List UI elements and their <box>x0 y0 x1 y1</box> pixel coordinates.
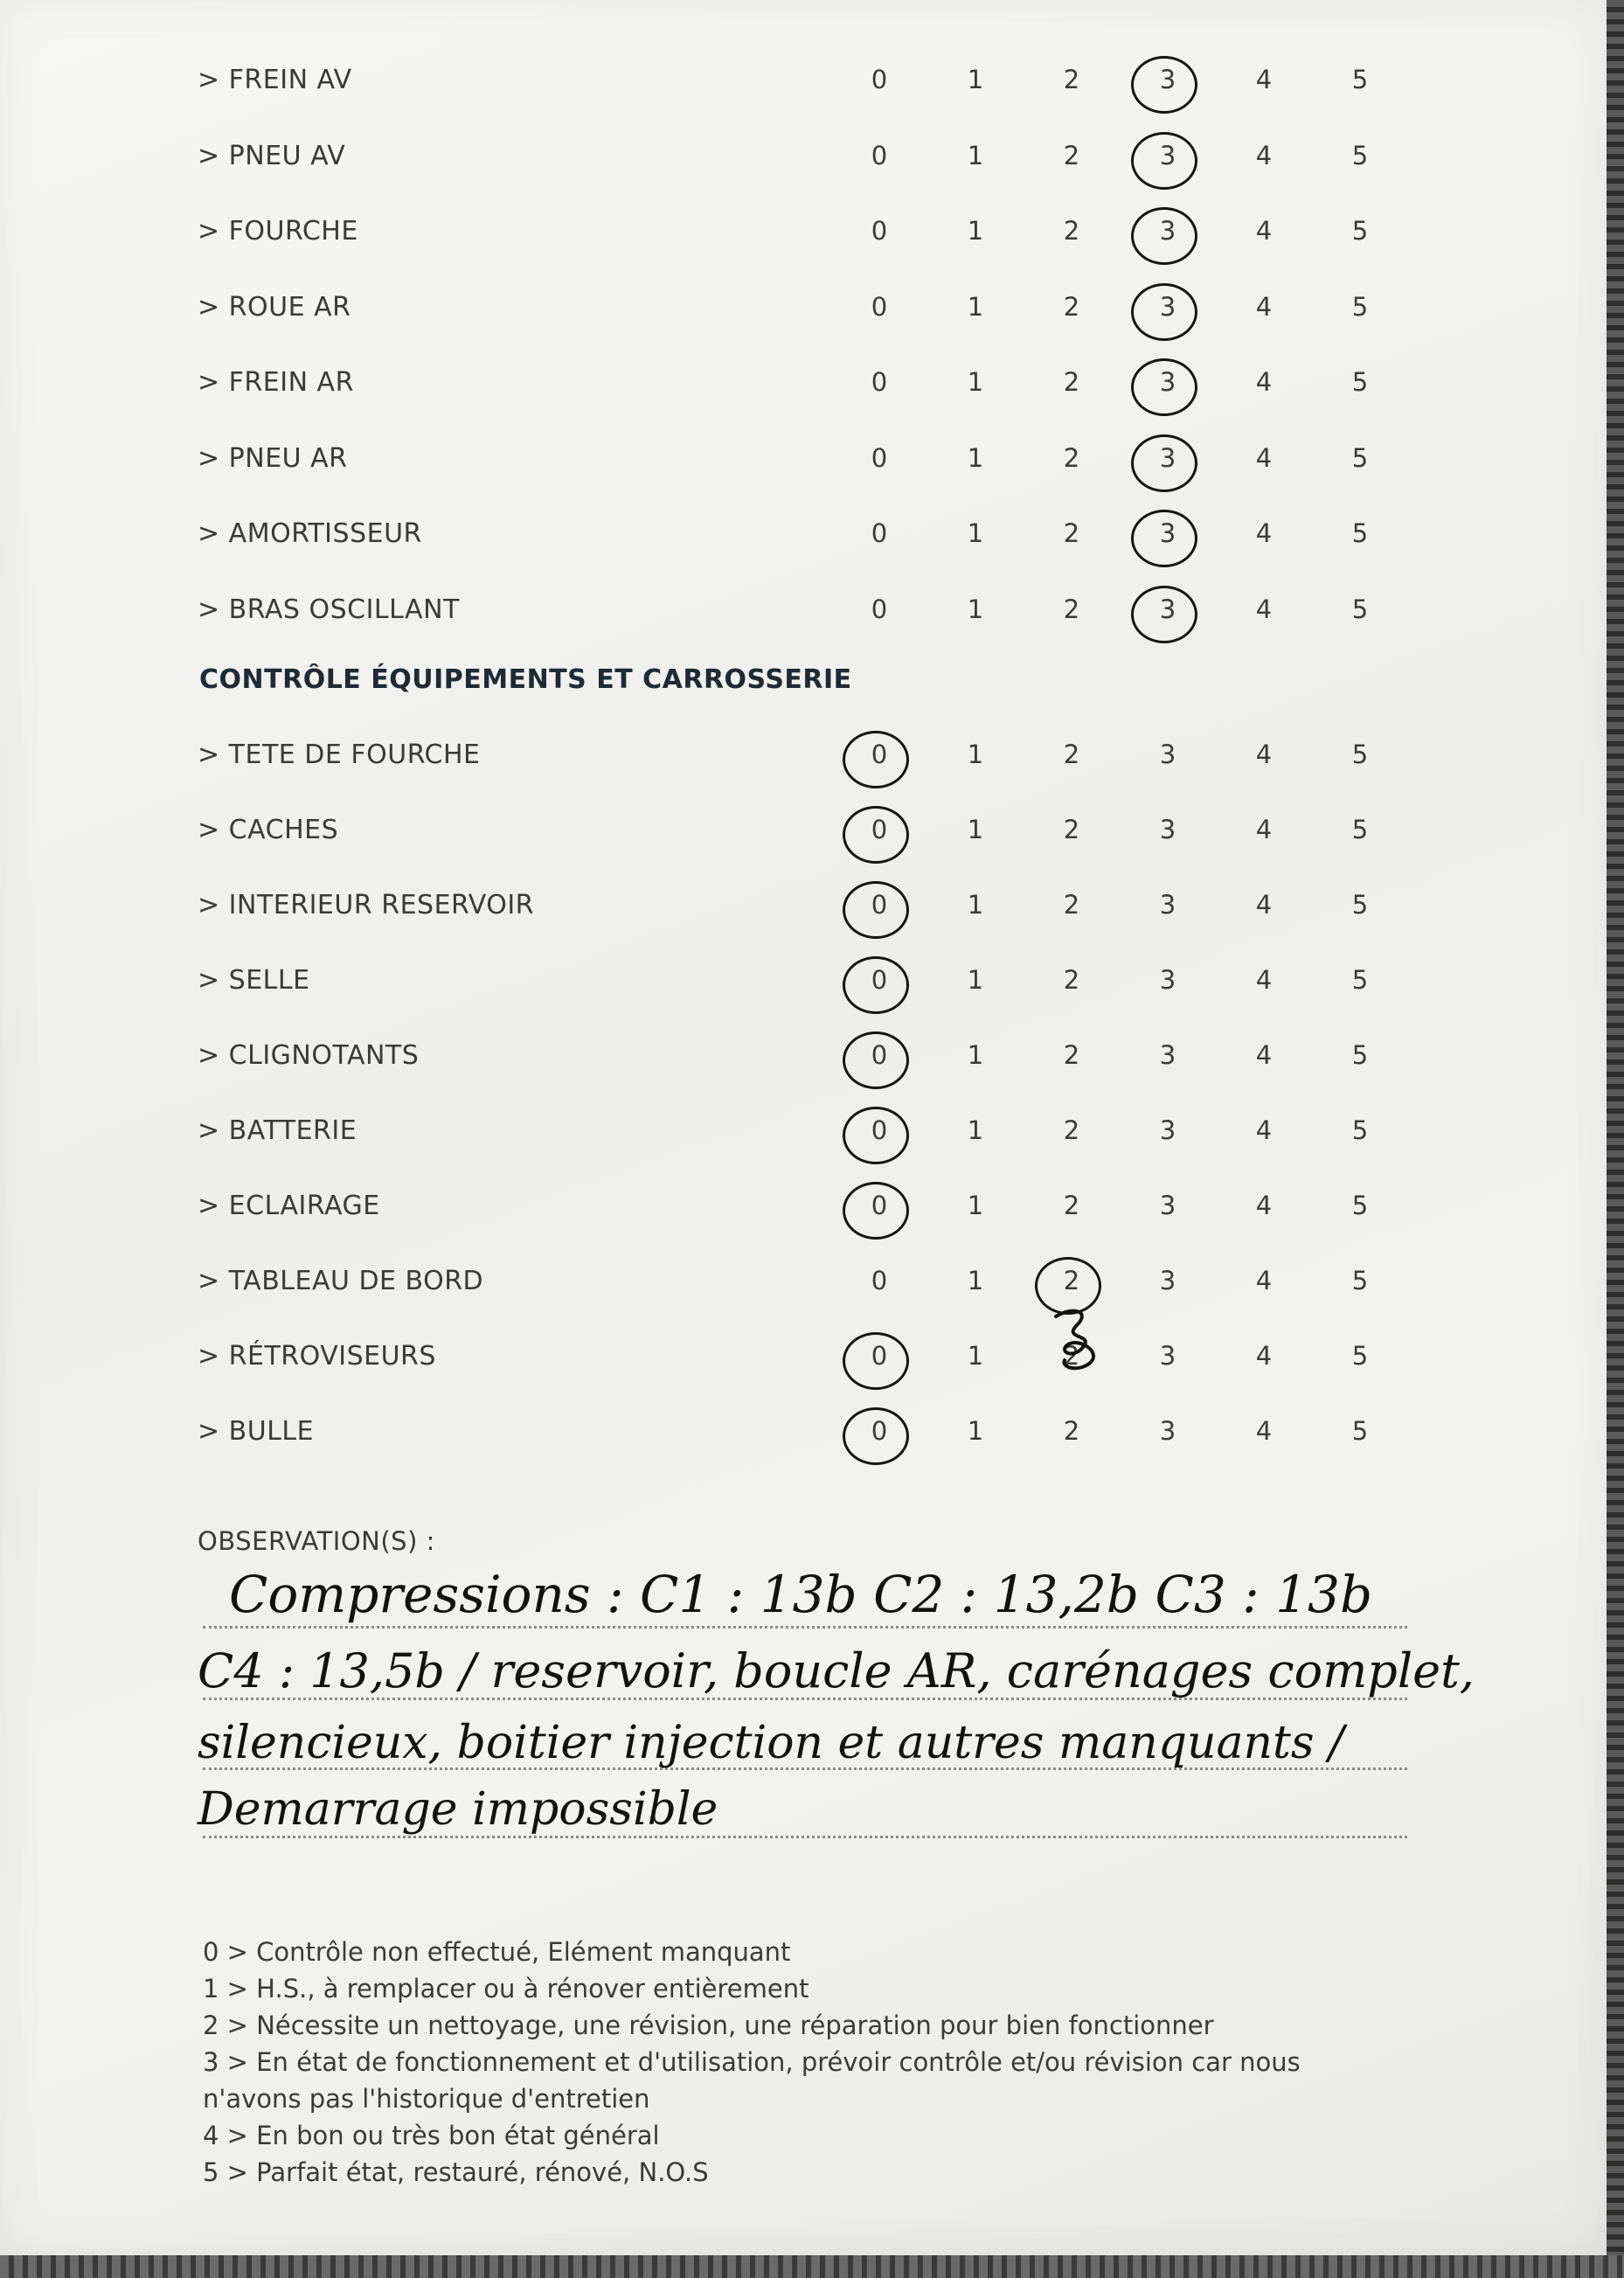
score-value: 1 <box>967 1341 984 1371</box>
section-title: CONTRÔLE ÉQUIPEMENTS ET CARROSSERIE <box>199 664 852 695</box>
score-option[interactable] <box>1054 965 1089 995</box>
score-option[interactable] <box>958 65 993 94</box>
legend-item: 0 > Contrôle non effectué, Elément manquant <box>203 1937 791 1967</box>
score-option[interactable] <box>1150 443 1185 473</box>
score-value: 2 <box>1063 1115 1080 1145</box>
score-value: 3 <box>1159 442 1176 473</box>
checklist-row <box>0 731 1607 783</box>
score-option[interactable] <box>1343 890 1378 920</box>
binder-rail <box>1607 0 1624 2278</box>
score-option[interactable] <box>1246 890 1281 920</box>
score-option[interactable] <box>1246 65 1281 94</box>
score-option[interactable] <box>1246 292 1281 322</box>
score-value: 0 <box>871 1266 888 1295</box>
handwritten-circle-icon <box>843 1107 909 1164</box>
score-value: 5 <box>1351 740 1369 769</box>
handwritten-circle-icon <box>1131 207 1197 265</box>
checklist-item-label: > BATTERIE <box>198 1115 357 1146</box>
score-value: 2 <box>1063 291 1080 322</box>
legend-item: 3 > En état de fonctionnement et d'utilisation, prévoir contrôle et/ou révision car nous <box>203 2047 1301 2077</box>
score-value: 0 <box>871 1040 888 1070</box>
score-option[interactable] <box>862 965 897 995</box>
handwritten-circle-icon <box>843 1182 909 1240</box>
handwritten-circle-icon <box>1131 56 1197 114</box>
score-value: 1 <box>967 140 984 170</box>
score-option[interactable] <box>958 1191 993 1220</box>
score-option[interactable] <box>1150 1040 1185 1070</box>
score-value: 4 <box>1255 291 1273 322</box>
score-value: 3 <box>1159 594 1176 624</box>
score-value: 5 <box>1351 442 1369 473</box>
score-value: 4 <box>1255 140 1273 170</box>
score-option[interactable] <box>1343 443 1378 473</box>
score-option[interactable] <box>862 594 897 624</box>
legend-item: 5 > Parfait état, restauré, rénové, N.O.S <box>203 2157 709 2187</box>
score-option[interactable] <box>1246 815 1281 844</box>
checklist-row <box>0 1107 1607 1159</box>
checklist-item-label: > FREIN AR <box>198 367 354 398</box>
score-option[interactable] <box>1246 1266 1281 1295</box>
score-value: 3 <box>1159 1115 1176 1145</box>
score-option[interactable] <box>1246 740 1281 769</box>
score-value: 5 <box>1351 815 1369 844</box>
legend-item: 1 > H.S., à remplacer ou à rénover entièrement <box>203 1974 809 2004</box>
score-value: 2 <box>1063 1341 1080 1371</box>
score-option[interactable] <box>1054 292 1089 322</box>
handwritten-circle-icon <box>843 1031 909 1089</box>
score-option[interactable] <box>1150 367 1185 397</box>
score-value: 3 <box>1159 1040 1176 1070</box>
score-value: 4 <box>1255 216 1273 246</box>
score-value: 3 <box>1159 518 1176 548</box>
score-option[interactable] <box>1054 141 1089 170</box>
score-option[interactable] <box>1054 1266 1089 1295</box>
score-option[interactable] <box>1054 65 1089 94</box>
score-option[interactable] <box>1150 890 1185 920</box>
score-option[interactable] <box>1054 1191 1089 1220</box>
checklist-row <box>0 881 1607 934</box>
score-value: 3 <box>1159 140 1176 170</box>
score-value: 2 <box>1063 1040 1080 1070</box>
score-option[interactable] <box>958 594 993 624</box>
handwritten-circle-icon <box>1131 358 1197 416</box>
score-option[interactable] <box>1054 815 1089 844</box>
score-value: 4 <box>1255 1040 1273 1070</box>
score-value: 4 <box>1255 1115 1273 1145</box>
checklist-item-label: > PNEU AV <box>198 140 346 171</box>
score-value: 0 <box>871 518 888 548</box>
score-option[interactable] <box>862 1115 897 1145</box>
score-option[interactable] <box>958 965 993 995</box>
score-value: 5 <box>1351 518 1369 548</box>
score-option[interactable] <box>1054 740 1089 769</box>
score-value: 2 <box>1063 216 1080 246</box>
score-value: 3 <box>1159 65 1176 94</box>
observation-dotted-line <box>203 1626 1407 1629</box>
score-value: 4 <box>1255 65 1273 94</box>
score-option[interactable] <box>1150 518 1185 548</box>
checklist-row <box>0 586 1607 638</box>
score-value: 5 <box>1351 65 1369 94</box>
checklist-item-label: > AMORTISSEUR <box>198 518 422 549</box>
score-option[interactable] <box>958 890 993 920</box>
observation-line-2: C4 : 13,5b / reservoir, boucle AR, carénages complet, <box>198 1643 1475 1698</box>
score-value: 4 <box>1255 367 1273 397</box>
score-value: 1 <box>967 890 984 920</box>
score-value: 2 <box>1063 890 1080 920</box>
score-value: 4 <box>1255 815 1273 844</box>
score-value: 0 <box>871 1416 888 1446</box>
score-option[interactable] <box>1150 141 1185 170</box>
checklist-item-label: > PNEU AR <box>198 442 348 474</box>
score-option[interactable] <box>1054 367 1089 397</box>
score-option[interactable] <box>862 141 897 170</box>
score-value: 4 <box>1255 1191 1273 1220</box>
score-option[interactable] <box>1150 1341 1185 1371</box>
score-value: 2 <box>1063 740 1080 769</box>
handwritten-circle-icon <box>1131 510 1197 567</box>
score-value: 5 <box>1351 216 1369 246</box>
score-option[interactable] <box>1246 1191 1281 1220</box>
score-value: 4 <box>1255 518 1273 548</box>
score-option[interactable] <box>958 740 993 769</box>
score-value: 2 <box>1063 594 1080 624</box>
score-value: 0 <box>871 594 888 624</box>
score-value: 3 <box>1159 815 1176 844</box>
score-value: 5 <box>1351 367 1369 397</box>
score-option[interactable] <box>1343 815 1378 844</box>
score-option[interactable] <box>1343 1341 1378 1371</box>
score-option[interactable] <box>1054 518 1089 548</box>
legend-item: 4 > En bon ou très bon état général <box>203 2121 660 2150</box>
score-option[interactable] <box>1150 965 1185 995</box>
legend-item: n'avons pas l'historique d'entretien <box>203 2084 650 2114</box>
score-value: 3 <box>1159 1266 1176 1295</box>
checklist-row <box>0 510 1607 562</box>
score-option[interactable] <box>1150 65 1185 94</box>
score-value: 2 <box>1063 442 1080 473</box>
checklist-item-label: > BULLE <box>198 1416 315 1447</box>
score-value: 5 <box>1351 890 1369 920</box>
score-value: 3 <box>1159 1191 1176 1220</box>
score-value: 0 <box>871 140 888 170</box>
checklist-item-label: > FOURCHE <box>198 216 358 247</box>
score-option[interactable] <box>1343 594 1378 624</box>
score-option[interactable] <box>958 216 993 246</box>
score-option[interactable] <box>862 518 897 548</box>
score-value: 2 <box>1063 367 1080 397</box>
score-option[interactable] <box>1246 518 1281 548</box>
score-option[interactable] <box>958 1115 993 1145</box>
score-option[interactable] <box>958 1266 993 1295</box>
observation-line-3: silencieux, boitier injection et autres manquants / <box>198 1717 1344 1769</box>
score-option[interactable] <box>1343 740 1378 769</box>
score-option[interactable] <box>1150 1266 1185 1295</box>
score-value: 1 <box>967 594 984 624</box>
score-value: 5 <box>1351 1341 1369 1371</box>
score-value: 5 <box>1351 140 1369 170</box>
score-value: 2 <box>1063 965 1080 995</box>
handwritten-circle-icon <box>843 1407 909 1465</box>
score-value: 5 <box>1351 1191 1369 1220</box>
score-option[interactable] <box>1150 216 1185 246</box>
checklist-row <box>0 434 1607 487</box>
score-value: 5 <box>1351 1416 1369 1446</box>
score-value: 1 <box>967 1115 984 1145</box>
handwritten-circle-icon <box>1131 434 1197 492</box>
handwritten-circle-icon <box>843 806 909 864</box>
score-value: 2 <box>1063 1191 1080 1220</box>
score-option[interactable] <box>1343 1416 1378 1446</box>
observation-dotted-line <box>203 1836 1407 1838</box>
score-value: 4 <box>1255 594 1273 624</box>
score-option[interactable] <box>862 890 897 920</box>
score-value: 1 <box>967 518 984 548</box>
score-value: 3 <box>1159 291 1176 322</box>
score-option[interactable] <box>1246 965 1281 995</box>
checklist-item-label: > INTERIEUR RESERVOIR <box>198 890 535 920</box>
score-option[interactable] <box>1246 1416 1281 1446</box>
score-value: 3 <box>1159 1416 1176 1446</box>
score-option[interactable] <box>958 1416 993 1446</box>
checklist-row <box>0 1332 1607 1385</box>
score-option[interactable] <box>862 815 897 844</box>
score-value: 1 <box>967 1040 984 1070</box>
handwritten-circle-icon <box>843 1332 909 1390</box>
score-value: 0 <box>871 442 888 473</box>
score-value: 0 <box>871 740 888 769</box>
checklist-row <box>0 358 1607 411</box>
checklist-item-label: > ECLAIRAGE <box>198 1191 380 1221</box>
score-value: 4 <box>1255 1416 1273 1446</box>
score-option[interactable] <box>958 141 993 170</box>
handwritten-circle-icon <box>843 881 909 939</box>
checklist-item-label: > CLIGNOTANTS <box>198 1040 420 1071</box>
score-option[interactable] <box>862 367 897 397</box>
score-value: 2 <box>1063 815 1080 844</box>
score-value: 1 <box>967 1191 984 1220</box>
score-value: 1 <box>967 965 984 995</box>
score-value: 4 <box>1255 740 1273 769</box>
score-option[interactable] <box>862 1266 897 1295</box>
score-value: 0 <box>871 965 888 995</box>
score-option[interactable] <box>1054 594 1089 624</box>
score-value: 5 <box>1351 1115 1369 1145</box>
checklist-item-label: > FREIN AV <box>198 65 352 95</box>
score-value: 0 <box>871 815 888 844</box>
checklist-row <box>0 1257 1607 1309</box>
score-value: 1 <box>967 291 984 322</box>
score-option[interactable] <box>1150 594 1185 624</box>
score-value: 1 <box>967 442 984 473</box>
score-option[interactable] <box>1343 292 1378 322</box>
score-option[interactable] <box>958 1341 993 1371</box>
checklist-item-label: > TETE DE FOURCHE <box>198 740 481 770</box>
score-option[interactable] <box>1343 1266 1378 1295</box>
score-value: 4 <box>1255 890 1273 920</box>
score-option[interactable] <box>1246 594 1281 624</box>
score-option[interactable] <box>1343 141 1378 170</box>
score-value: 3 <box>1159 890 1176 920</box>
score-value: 2 <box>1063 518 1080 548</box>
score-option[interactable] <box>1054 1115 1089 1145</box>
scribble-mark-icon <box>1038 1299 1117 1378</box>
checklist-row <box>0 56 1607 108</box>
checklist-row <box>0 207 1607 260</box>
checklist-item-label: > BRAS OSCILLANT <box>198 594 460 625</box>
score-value: 4 <box>1255 1341 1273 1371</box>
score-value: 0 <box>871 1191 888 1220</box>
score-option[interactable] <box>1054 443 1089 473</box>
score-value: 5 <box>1351 965 1369 995</box>
score-value: 2 <box>1063 1416 1080 1446</box>
handwritten-circle-icon <box>843 731 909 788</box>
score-option[interactable] <box>862 443 897 473</box>
score-option[interactable] <box>958 367 993 397</box>
checklist-item-label: > ROUE AR <box>198 291 351 323</box>
score-value: 0 <box>871 1341 888 1371</box>
handwritten-circle-icon <box>1131 586 1197 643</box>
score-option[interactable] <box>1246 1040 1281 1070</box>
score-option[interactable] <box>1246 443 1281 473</box>
observation-label: OBSERVATION(S) : <box>198 1526 435 1556</box>
checklist-row <box>0 1407 1607 1460</box>
checklist-row <box>0 132 1607 184</box>
handwritten-circle-icon <box>1131 132 1197 190</box>
score-option[interactable] <box>1246 216 1281 246</box>
score-value: 2 <box>1063 1266 1080 1295</box>
score-value: 1 <box>967 1416 984 1446</box>
score-value: 0 <box>871 890 888 920</box>
score-option[interactable] <box>1150 815 1185 844</box>
observation-line-1: Compressions : C1 : 13b C2 : 13,2b C3 : 13b <box>229 1565 1373 1624</box>
score-value: 0 <box>871 216 888 246</box>
handwritten-circle-icon <box>843 956 909 1014</box>
score-option[interactable] <box>1054 890 1089 920</box>
score-value: 1 <box>967 65 984 94</box>
score-option[interactable] <box>958 518 993 548</box>
score-value: 1 <box>967 815 984 844</box>
score-value: 1 <box>967 740 984 769</box>
score-option[interactable] <box>1246 141 1281 170</box>
score-value: 2 <box>1063 140 1080 170</box>
binder-edge <box>0 2255 1624 2278</box>
score-option[interactable] <box>958 1040 993 1070</box>
score-option[interactable] <box>1343 1191 1378 1220</box>
score-value: 1 <box>967 1266 984 1295</box>
score-value: 5 <box>1351 291 1369 322</box>
score-option[interactable] <box>862 1341 897 1371</box>
score-value: 1 <box>967 367 984 397</box>
score-value: 4 <box>1255 1266 1273 1295</box>
score-option[interactable] <box>862 65 897 94</box>
score-option[interactable] <box>958 443 993 473</box>
score-option[interactable] <box>862 216 897 246</box>
score-option[interactable] <box>1246 1115 1281 1145</box>
checklist-row <box>0 956 1607 1009</box>
score-option[interactable] <box>1150 292 1185 322</box>
score-option[interactable] <box>1343 65 1378 94</box>
score-option[interactable] <box>1150 1115 1185 1145</box>
score-option[interactable] <box>1343 1040 1378 1070</box>
checklist-row <box>0 1031 1607 1084</box>
observation-line-4: Demarrage impossible <box>198 1783 718 1836</box>
score-value: 5 <box>1351 594 1369 624</box>
score-value: 3 <box>1159 216 1176 246</box>
score-option[interactable] <box>862 1191 897 1220</box>
score-value: 5 <box>1351 1040 1369 1070</box>
score-value: 3 <box>1159 740 1176 769</box>
checklist-row <box>0 283 1607 336</box>
score-option[interactable] <box>1054 1416 1089 1446</box>
checklist-item-label: > CACHES <box>198 815 339 845</box>
checklist-item-label: > SELLE <box>198 965 310 996</box>
score-value: 1 <box>967 216 984 246</box>
checklist-item-label: > RÉTROVISEURS <box>198 1341 436 1372</box>
score-option[interactable] <box>1150 1416 1185 1446</box>
score-option[interactable] <box>862 1040 897 1070</box>
handwritten-circle-icon <box>1131 283 1197 341</box>
score-value: 4 <box>1255 442 1273 473</box>
score-option[interactable] <box>862 740 897 769</box>
score-option[interactable] <box>1343 1115 1378 1145</box>
score-value: 0 <box>871 291 888 322</box>
legend-item: 2 > Nécessite un nettoyage, une révision, une réparation pour bien fonctionner <box>203 2011 1214 2040</box>
score-option[interactable] <box>1343 965 1378 995</box>
score-value: 0 <box>871 1115 888 1145</box>
score-option[interactable] <box>1246 367 1281 397</box>
score-option[interactable] <box>958 815 993 844</box>
score-option[interactable] <box>1150 740 1185 769</box>
checklist-row <box>0 1182 1607 1234</box>
score-value: 5 <box>1351 1266 1369 1295</box>
score-option[interactable] <box>1343 367 1378 397</box>
score-option[interactable] <box>1246 1341 1281 1371</box>
score-value: 0 <box>871 367 888 397</box>
score-value: 3 <box>1159 965 1176 995</box>
score-legend <box>203 1934 1426 2191</box>
checklist-row <box>0 806 1607 858</box>
score-option[interactable] <box>1054 1040 1089 1070</box>
score-value: 4 <box>1255 965 1273 995</box>
score-option[interactable] <box>1343 518 1378 548</box>
score-option[interactable] <box>1343 216 1378 246</box>
score-value: 3 <box>1159 367 1176 397</box>
score-option[interactable] <box>862 1416 897 1446</box>
score-value: 0 <box>871 65 888 94</box>
score-option[interactable] <box>862 292 897 322</box>
score-option[interactable] <box>1150 1191 1185 1220</box>
score-value: 2 <box>1063 65 1080 94</box>
score-value: 3 <box>1159 1341 1176 1371</box>
checklist-item-label: > TABLEAU DE BORD <box>198 1266 484 1296</box>
score-option[interactable] <box>1054 216 1089 246</box>
score-option[interactable] <box>958 292 993 322</box>
